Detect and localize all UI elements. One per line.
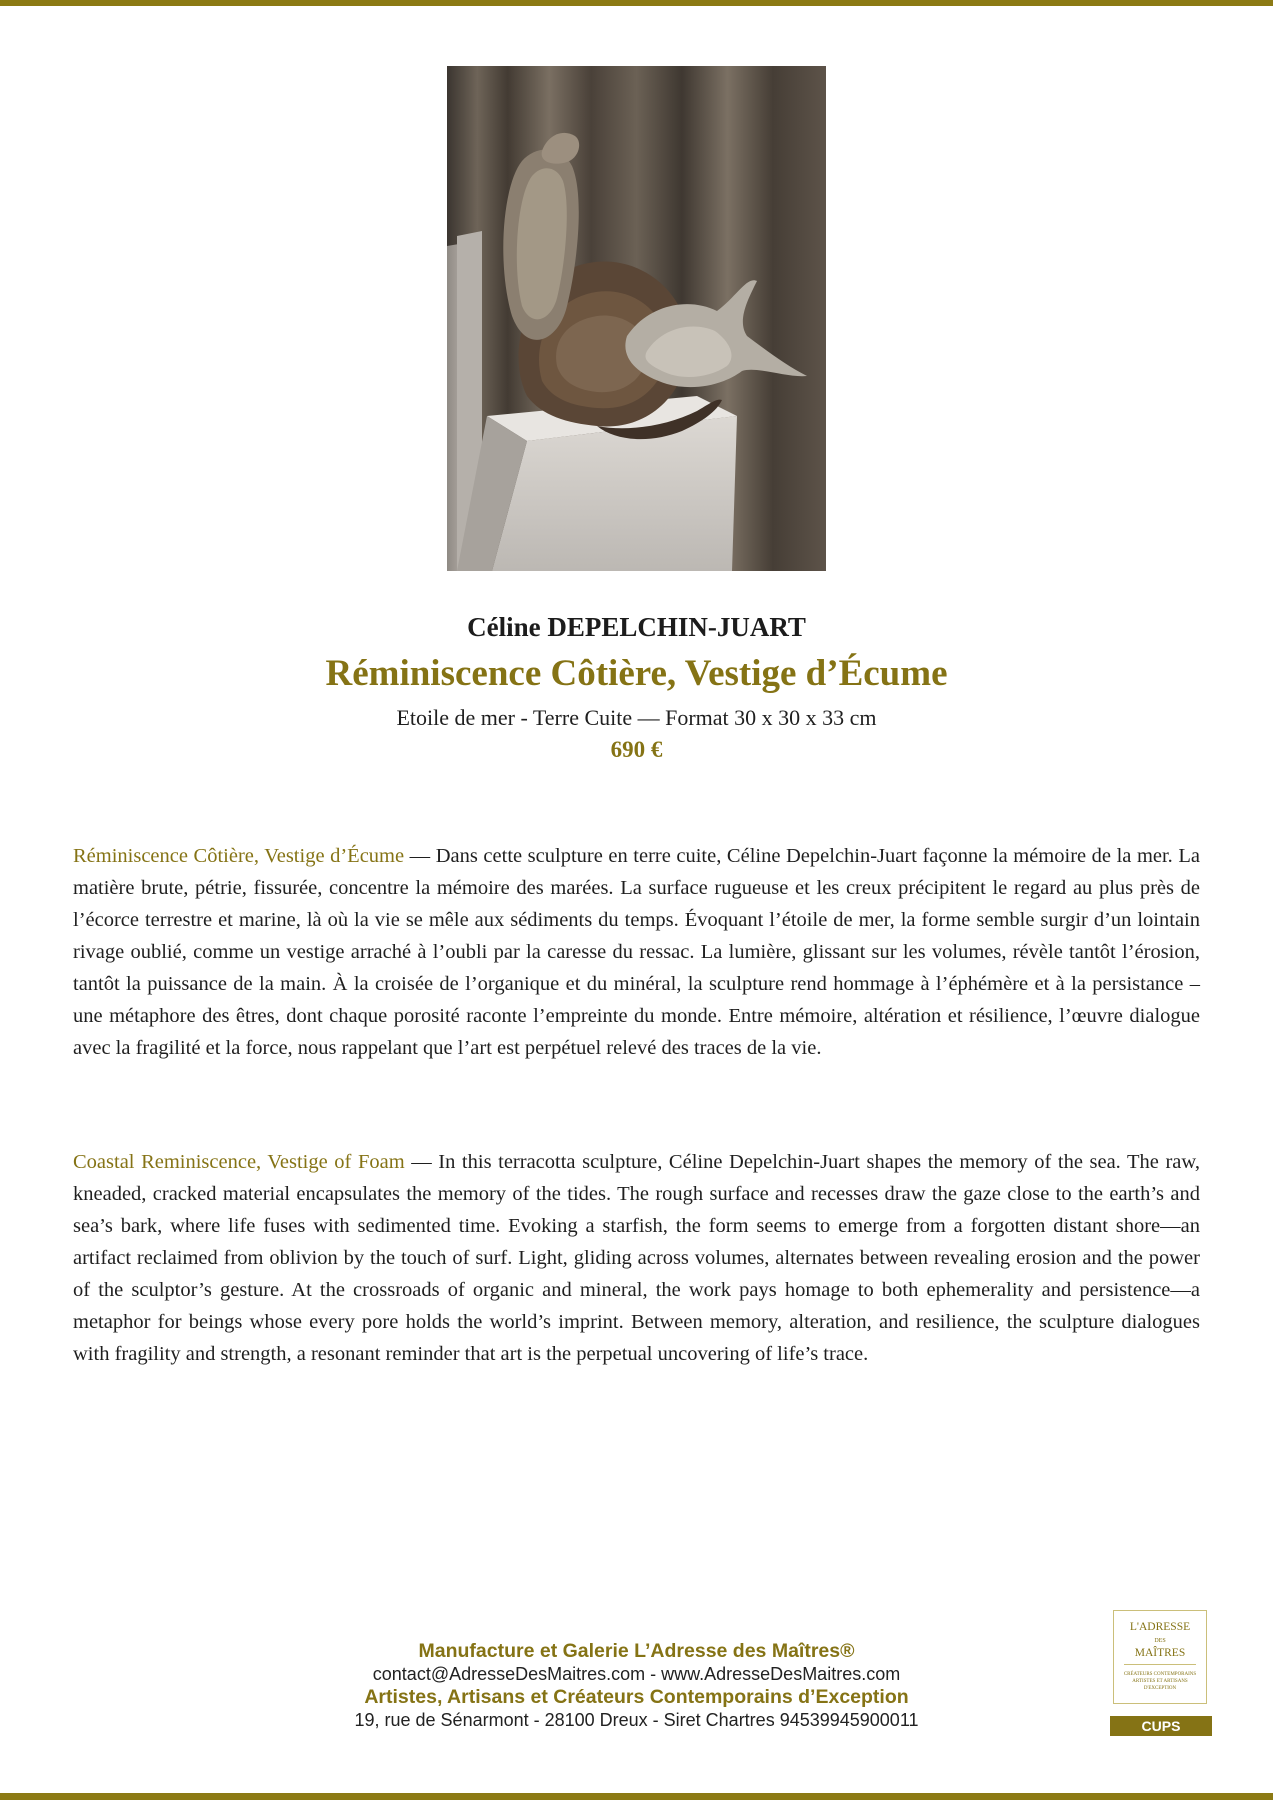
cups-badge: CUPS	[1110, 1716, 1212, 1736]
footer-gallery-name: Manufacture et Galerie L’Adresse des Maîtres®	[418, 1640, 855, 1662]
description-french	[73, 840, 1200, 1064]
artwork-specs: Etoile de mer - Terre Cuite — Format 30 x 30 x 33 cm	[396, 705, 877, 730]
bottom-rule	[0, 1793, 1273, 1800]
description-french-lead: Réminiscence Côtière, Vestige d’Écume	[73, 845, 405, 867]
logo-line-4: CRÉATEURS CONTEMPORAINS ARTISTES ET ARTISANS D'EXCEPTION	[1123, 1672, 1197, 1691]
artwork-title: Réminiscence Côtière, Vestige d’Écume	[325, 653, 948, 694]
description-english-body: — In this terracotta sculpture, Céline Depelchin-Juart shapes the memory of the sea. The raw, kneaded, cracked material encapsulates the memory of the tides. The rough surface and recesses draw the gaze close to the earth’s and sea’s bark, where life fuses with sedimented time. Evoking a starfish, the form seems to emerge from a forgotten distant shore—an artifact reclaimed from oblivion by the touch of surf. Light, gliding across volumes, alternates between revealing erosion and the power of the sculptor’s gesture. At the crossroads of organic and mineral, the work pays homage to both ephemerality and persistence—a metaphor for beings whose every pore holds the world’s imprint. Between memory, alteration, and resilience, the sculpture dialogues with fragility and strength, a resonant reminder that art is the perpetual uncovering of life’s trace.	[73, 1151, 1200, 1365]
logo-line-3: MAÎTRES	[1134, 1647, 1186, 1659]
top-rule	[0, 0, 1273, 6]
footer-address: 19, rue de Sénarmont - 28100 Dreux - Siret Chartres 94539945900011	[354, 1710, 919, 1730]
description-english	[73, 1146, 1200, 1370]
footer-tagline: Artistes, Artisans et Créateurs Contemporains d’Exception	[364, 1686, 909, 1708]
description-english-lead: Coastal Reminiscence, Vestige of Foam	[73, 1151, 405, 1173]
sculpture-photo-icon	[447, 66, 826, 571]
logo-line-1: L'ADRESSE	[1129, 1621, 1191, 1633]
footer-contact[interactable]: contact@AdresseDesMaitres.com - www.AdresseDesMaitres.com	[372, 1664, 901, 1684]
footer	[0, 1640, 1273, 1732]
gallery-logo	[1113, 1610, 1207, 1704]
logo-divider	[1124, 1664, 1196, 1665]
logo-line-2: DES	[1154, 1638, 1166, 1644]
artist-name: Céline DEPELCHIN-JUART	[467, 612, 806, 642]
artwork-price: 690 €	[610, 737, 663, 762]
artwork-photo	[447, 66, 826, 571]
description-french-body: — Dans cette sculpture en terre cuite, Céline Depelchin-Juart façonne la mémoire de la mer. La matière brute, pétrie, fissurée, concentre la mémoire des marées. La surface rugueuse et les creux précipitent le regard au plus près de l’écorce terrestre et marine, là où la vie se mêle aux sédiments du temps. Évoquant l’étoile de mer, la forme semble surgir d’un lointain rivage oublié, comme un vestige arraché à l’oubli par la caresse du ressac. La lumière, glissant sur les volumes, révèle tantôt l’érosion, tantôt la puissance de la main. À la croisée de l’organique et du minéral, la sculpture rend hommage à l’éphémère et à la persistance – une métaphore des êtres, dont chaque porosité raconte l’empreinte du monde. Entre mémoire, altération et résilience, l’œuvre dialogue avec la fragilité et la force, nous rappelant que l’art est perpétuel relevé des traces de la vie.	[73, 845, 1200, 1059]
